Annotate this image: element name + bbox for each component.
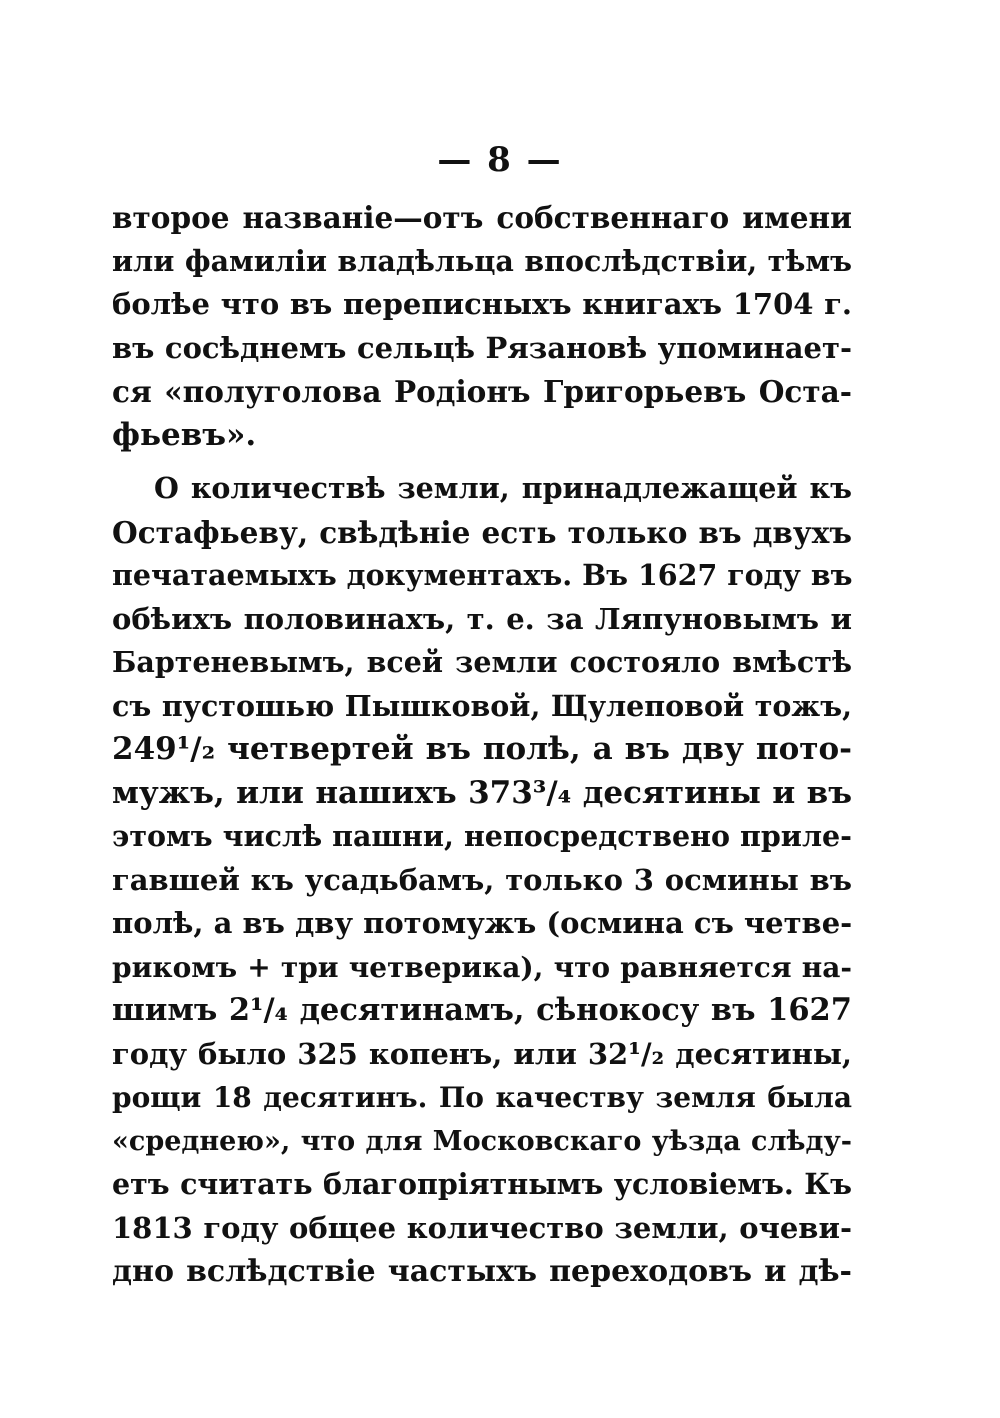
text-line: рощи 18 десятинъ. По качеству земля была [112, 1081, 852, 1114]
paragraph-2 [112, 467, 852, 1294]
text-line: О количествѣ земли, принадлежащей къ [154, 471, 852, 505]
text-line: 1813 году общее количество земли, очеви- [112, 1210, 852, 1245]
text-line: полѣ, а въ дву потомужъ (осмина съ четве- [112, 906, 853, 940]
text-line: Остафьеву, свѣдѣніе есть только въ двухъ [112, 514, 852, 550]
paragraph-1 [112, 196, 852, 457]
text-line: Бартеневымъ, всей земли состояло вмѣстѣ [112, 645, 852, 679]
page-number: — 8 — [437, 140, 563, 180]
text-line: этомъ числѣ пашни, непосредствено приле- [112, 819, 852, 853]
text-line: етъ считать благопріятнымъ условіемъ. Къ [112, 1167, 852, 1201]
text-line: 249¹/₂ четвертей въ полѣ, а въ дву пото- [112, 731, 852, 767]
text-line: или фамиліи владѣльца впослѣдствіи, тѣмъ [112, 243, 852, 278]
text-line: году было 325 копенъ, или 32¹/₂ десятины, [112, 1036, 852, 1071]
text-line: второе названіе—отъ собственнаго имени [112, 200, 852, 235]
text-line: «среднею», что для Московскаго уѣзда слѣду- [112, 1125, 852, 1157]
text-line: дно вслѣдствіе частыхъ переходовъ и дѣ- [112, 1254, 852, 1289]
body-text [112, 196, 852, 1294]
text-line: шимъ 2¹/₄ десятинамъ, сѣнокосу въ 1627 [112, 992, 852, 1028]
text-line: фьевъ». [112, 416, 257, 453]
paragraph-gap [112, 457, 852, 467]
text-line: обѣихъ половинахъ, т. е. за Ляпуновымъ и [112, 601, 852, 636]
text-line: ся «полуголова Родіонъ Григорьевъ Оста- [112, 374, 852, 409]
text-line: печатаемыхъ документахъ. Въ 1627 году въ [112, 558, 853, 592]
text-line: въ сосѣднемъ сельцѣ Рязановѣ упоминает- [112, 330, 852, 365]
text-line: болѣе что въ переписныхъ книгахъ 1704 г. [112, 287, 852, 321]
text-line: мужъ, или нашихъ 373³/₄ десятины и въ [112, 774, 852, 811]
text-line: гавшей къ усадьбамъ, только 3 осмины въ [112, 862, 852, 897]
text-line: рикомъ + три четверика), что равняется на- [112, 950, 852, 984]
text-line: съ пустошью Пышковой, Щулеповой тожъ, [112, 688, 852, 723]
